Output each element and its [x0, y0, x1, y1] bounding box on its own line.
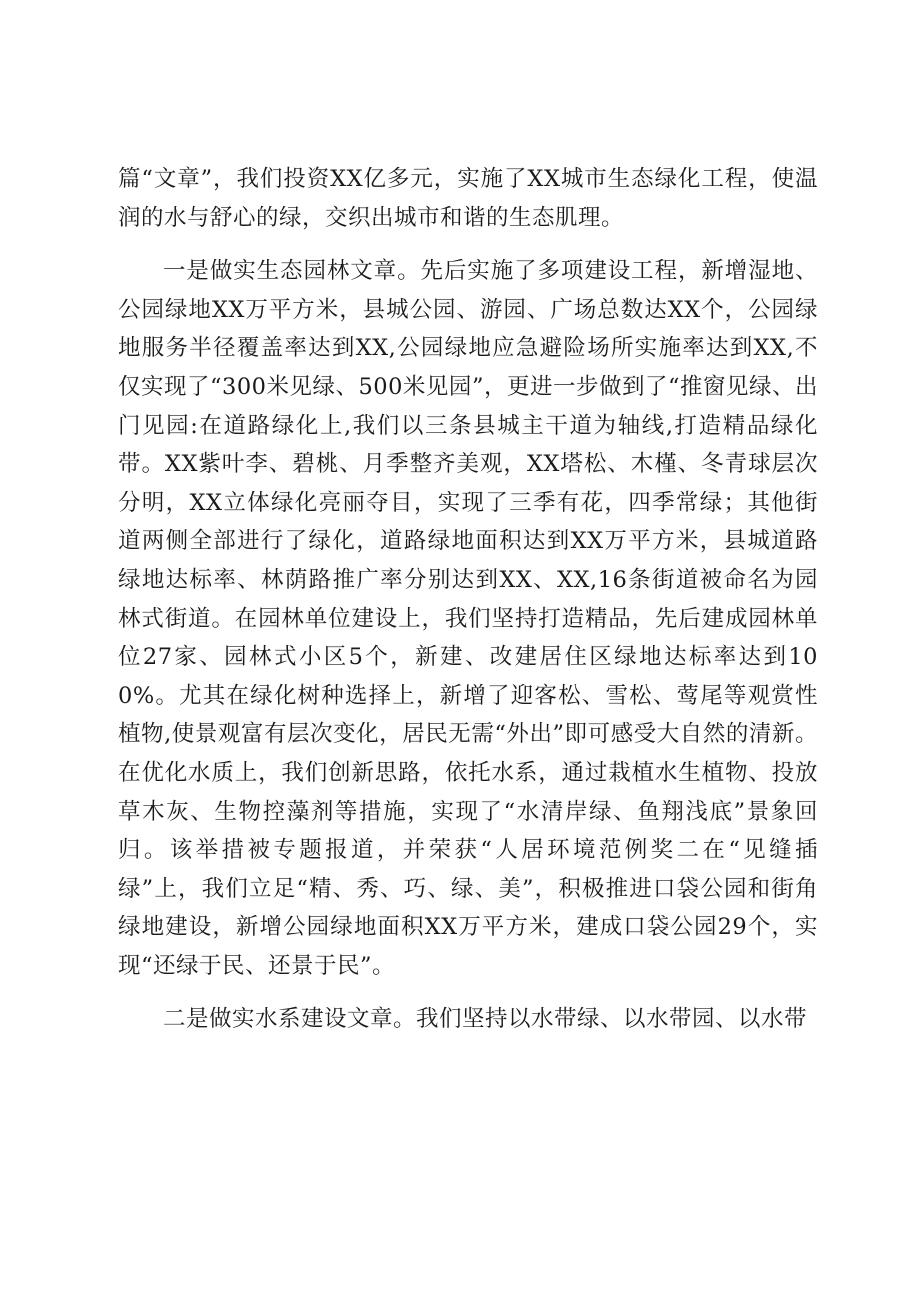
- paragraph-ecological-gardens: 一是做实生态园林文章。先后实施了多项建设工程，新增湿地、公园绿地XX万平方米，县城公园、游园、广场总数达XX个，公园绿地服务半径覆盖率达到XX,公园绿地应急避险场所实施率达到XX,不仅实现了“300米见绿、500米见园”，更进一步做到了“推窗见绿、出门见园:在道路绿化上,我们以三条县城主干道为轴线,打造精品绿化带。XX紫叶李、碧桃、月季整齐美观，XX塔松、木槿、冬青球层次分明，XX立体绿化亮丽夺目，实现了三季有花，四季常绿；其他街道两侧全部进行了绿化，道路绿地面积达到XX万平方米，县城道路绿地达标率、林荫路推广率分别达到XX、XX,16条街道被命名为园林式街道。在园林单位建设上，我们坚持打造精品，先后建成园林单位27家、园林式小区5个，新建、改建居住区绿地达标率达到100%。尤其在绿化树种选择上，新增了迎客松、雪松、莺尾等观赏性植物,使景观富有层次变化，居民无需“外出”即可感受大自然的清新。在优化水质上，我们创新思路，依托水系，通过栽植水生植物、投放草木灰、生物控藻剂等措施，实现了“水清岸绿、鱼翔浅底”景象回归。该举措被专题报道，并荣获“人居环境范例奖二在“见缝插绿”上，我们立足“精、秀、巧、绿、美”，积极推进口袋公园和街角绿地建设，新增公园绿地面积XX万平方米，建成口袋公园29个，实现“还绿于民、还景于民”。: [118, 258, 818, 979]
- document-body: [118, 160, 818, 1039]
- paragraph-water-system: 二是做实水系建设文章。我们坚持以水带绿、以水带园、以水带: [163, 1006, 808, 1033]
- paragraph-intro-continuation: 篇“文章”，我们投资XX亿多元，实施了XX城市生态绿化工程，使温润的水与舒心的绿，交织出城市和谐的生态肌理。: [118, 166, 818, 231]
